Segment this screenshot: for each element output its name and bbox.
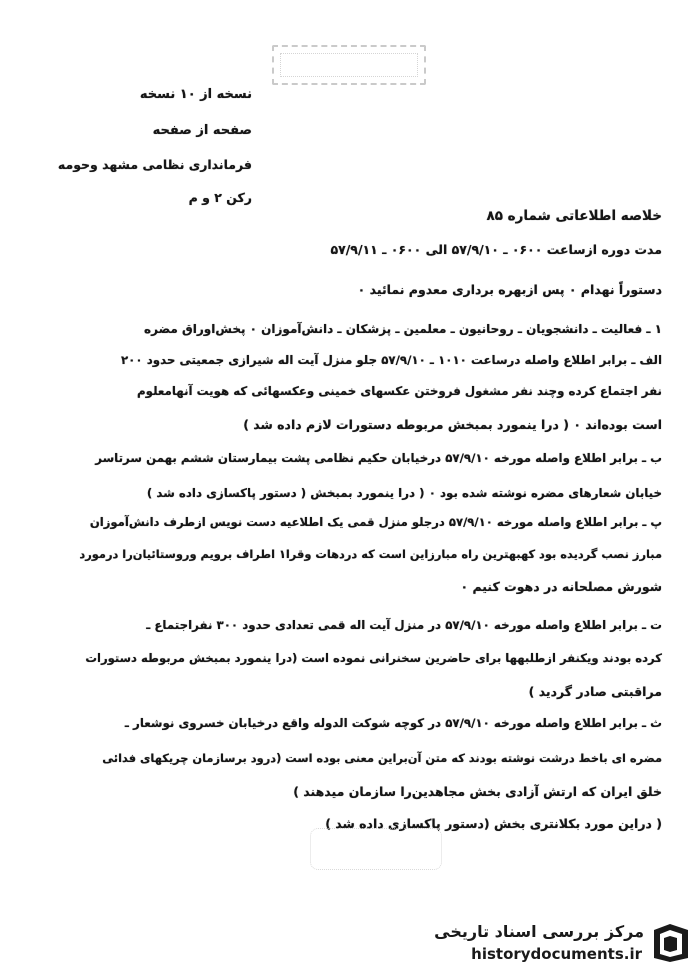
report-title: خلاصه اطلاعاتى شماره ۸۵	[486, 208, 662, 224]
copy-count-line: نسخه از ۱۰ نسخه	[139, 87, 252, 102]
item-be-line-2: خیابان شعارهای مضره نوشته شده بود ۰ ( درا ینمورد بمبخش ( دستور پاکسازى داده شد )	[146, 486, 662, 500]
command-title: فرماندارى نظامى مشهد وحومه	[57, 157, 252, 172]
item-pe-line-2: مبارز نصب گردیده بود کهبهترین راه مبارزاین است که دردهات وقرا۱ اطراف برویم وروستائیان‌را درمورد	[79, 547, 662, 561]
item-pe-line-1: پ ـ برابر اطلاع واصله مورخه ۵۷/۹/۱۰ درجلو منزل قمى یک اطلاعیه دست نویس ازطرف دانش‌آموزان	[89, 515, 662, 529]
archive-logo-icon	[650, 920, 692, 964]
item-te-line-2: کرده بودند ویکنفر ازطلبهها براى حاضرین سخنرانى نموده است (درا ینمورد بمبخش مربوطه دستورات	[85, 651, 662, 665]
page-count-line: صفحه از صفحه	[152, 123, 252, 138]
item-se-line-2: مضره اى باخط درشت نوشته بودند که متن آن‌براین معنى بوده است (درود برسازمان چریکهاى فدائى	[102, 751, 662, 765]
item-alef-line-1: الف ـ برابر اطلاع واصله درساعت ۱۰۱۰ ـ ۵۷/۹/۱۰ جلو منزل آیت اله شیرازى جمعیتى حدود ۲۰۰	[120, 353, 662, 367]
recipient-line: رکن ۲ و م	[188, 190, 252, 205]
report-period: مدت دوره ازساعت ۰۶۰۰ ـ ۵۷/۹/۱۰ الى ۰۶۰۰ ـ ۵۷/۹/۱۱	[330, 242, 662, 257]
item-se-line-1: ث ـ برابر اطلاع واصله مورخه ۵۷/۹/۱۰ در کوچه شوکت الدوله واقع درخیابان خسروى نوشعار ـ	[124, 716, 662, 730]
archive-name: مرکز بررسی اسناد تاریخی	[434, 922, 644, 941]
faded-signature-mark	[310, 828, 442, 870]
item-te-line-1: ت ـ برابر اطلاع واصله مورخه ۵۷/۹/۱۰ در منزل آیت اله قمى تعدادى حدود ۳۰۰ نفراجتماع ـ	[146, 618, 662, 632]
archive-watermark	[400, 912, 700, 972]
item-se-line-4: ( دراین مورد بکلانترى بخش (دستور پاکسازى داده شد )	[325, 816, 662, 831]
item-te-line-3: مراقبتى صادر گردید )	[528, 684, 662, 699]
faded-stamp	[272, 45, 426, 85]
archive-url: historydocuments.ir	[471, 945, 642, 963]
destroy-instruction: دستوراً نهدام ۰ پس ازبهره بردارى معدوم نمائید ۰	[357, 282, 662, 297]
item-be-line-1: ب ـ برابر اطلاع واصله مورخه ۵۷/۹/۱۰ درخیابان حکیم نظامی پشت بیمارستان ششم بهمن سرتاسر	[95, 451, 662, 465]
item-alef-line-3: است بوده‌اند ۰ ( درا ینمورد بمبخش مربوطه دستورات لازم داده شد )	[243, 417, 662, 432]
item-se-line-3: خلق ایران که ارتش آزادى بخش مجاهدین‌را سازمان میدهند )	[293, 784, 662, 799]
item-pe-line-3: شورش مصلحانه در دهوت کنیم ۰	[460, 579, 662, 594]
section-heading: ۱ ـ فعالیت ـ دانشجویان ـ روحانیون ـ معلمین ـ پزشکان ـ دانش‌آموزان ۰ پخش‌اوراق مضره	[144, 322, 662, 336]
item-alef-line-2: نفر اجتماع کرده وچند نفر مشغول فروختن عکسهای خمینى وعکسهائى که هویت آنهامعلوم	[137, 384, 662, 398]
